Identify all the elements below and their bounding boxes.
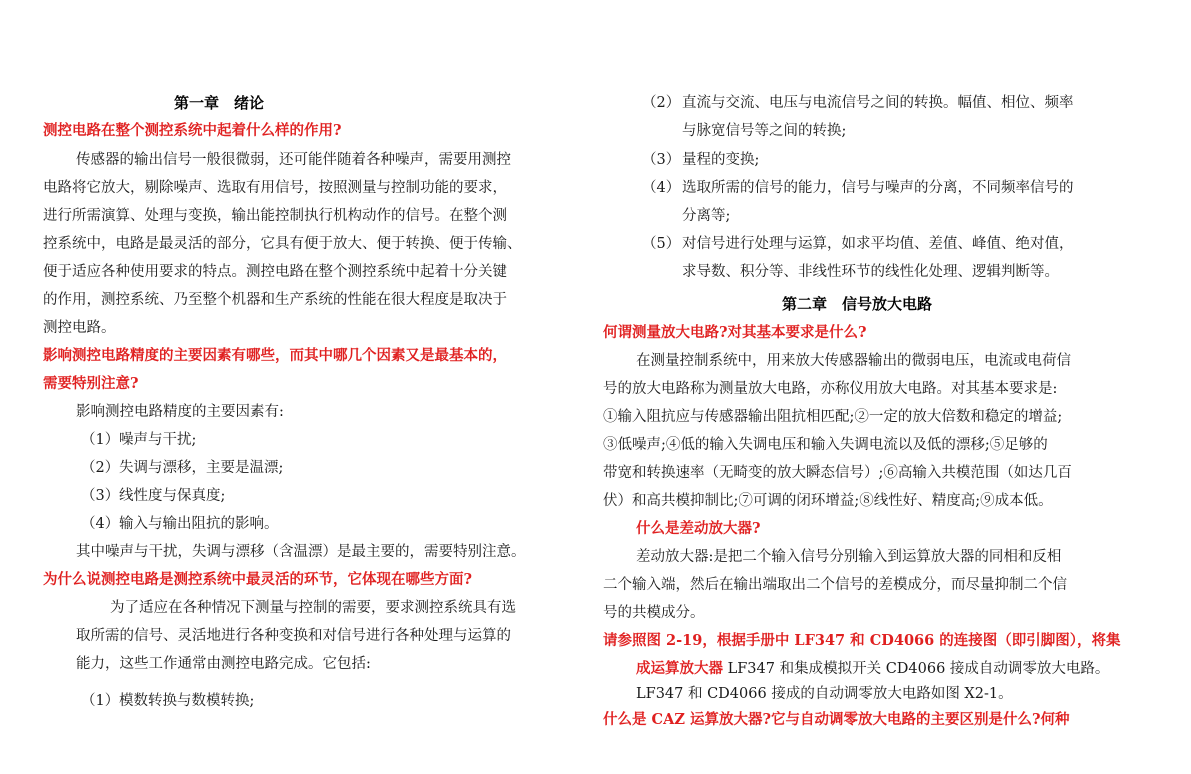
question-4: 何谓测量放大电路?对其基本要求是什么? [603, 324, 867, 341]
paragraph-4-line: 伏）和高共模抑制比;⑦可调的闭环增益;⑧线性好、精度高;⑨成本低。 [603, 493, 1053, 509]
paragraph-4-line: 带宽和转换速率（无畸变的放大瞬态信号）;⑥高输入共模范围（如达几百 [603, 465, 1072, 481]
paragraph-1-line: 电路将它放大，剔除噪声、选取有用信号，按照测量与控制功能的要求， [43, 180, 507, 196]
question-6-black-part: LF347 和集成模拟开关 CD4066 接成自动调零放大电路。 [723, 661, 1110, 677]
paragraph-1-line: 的作用，测控系统、乃至整个机器和生产系统的性能在很大程度是取决于 [43, 292, 507, 308]
list-item-number: （3） [81, 488, 120, 504]
list-item-text: 模数转换与数模转换; [119, 693, 255, 709]
paragraph-4-line: ①输入阻抗应与传感器输出阻抗相匹配;②一定的放大倍数和稳定的增益; [603, 409, 1063, 425]
paragraph-5-line: 差动放大器:是把二个输入信号分别输入到运算放大器的同相和反相 [636, 549, 1062, 565]
list-item [642, 178, 1074, 198]
paragraph-1-line: 进行所需演算、处理与变换，输出能控制执行机构动作的信号。在整个测 [43, 208, 507, 224]
list-item-number: （1） [81, 693, 120, 709]
paragraph-4-line: 号的放大电路称为测量放大电路，亦称仪用放大电路。对其基本要求是: [603, 381, 1058, 397]
paragraph-6: LF347 和 CD4066 接成的自动调零放大电路如图 X2-1。 [636, 686, 1013, 702]
paragraph-4-line: 在测量控制系统中，用来放大传感器输出的微弱电压，电流或电荷信 [636, 353, 1071, 369]
list-item-text: 失调与漂移，主要是温漂; [119, 460, 284, 476]
list-item-continuation: 分离等; [682, 208, 731, 224]
paragraph-3-line: 取所需的信号、灵活地进行各种变换和对信号进行各种处理与运算的 [76, 628, 511, 644]
list-item [81, 691, 254, 711]
question-1: 测控电路在整个测控系统中起着什么样的作用? [43, 122, 342, 139]
question-3: 为什么说测控电路是测控系统中最灵活的环节，它体现在哪些方面? [43, 571, 472, 588]
question-6-red-part: 成运算放大器 [636, 660, 723, 677]
list-item-continuation: 求导数、积分等、非线性环节的线性化处理、逻辑判断等。 [682, 264, 1059, 280]
list-item [81, 430, 196, 450]
list-item-number: （1） [81, 432, 120, 448]
list-item [81, 486, 225, 506]
paragraph-1-line: 测控电路。 [43, 320, 116, 336]
list-item-text: 输入与输出阻抗的影响。 [119, 516, 279, 532]
list-item-text: 直流与交流、电压与电流信号之间的转换。幅值、相位、频率 [682, 95, 1074, 111]
list-item-text: 噪声与干扰; [119, 432, 197, 448]
list-item-text: 线性度与保真度; [119, 488, 226, 504]
list-item-text: 对信号进行处理与运算，如求平均值、差值、峰值、绝对值， [682, 236, 1074, 252]
question-6-line: 请参照图 2-19，根据手册中 LF347 和 CD4066 的连接图（即引脚图），将集 [603, 632, 1121, 649]
list-item [81, 458, 283, 478]
question-2-line: 影响测控电路精度的主要因素有哪些，而其中哪几个因素又是最基本的， [43, 347, 507, 364]
paragraph-2-end: 其中噪声与干扰，失调与漂移（含温漂）是最主要的，需要特别注意。 [76, 544, 526, 560]
list-item [642, 234, 1074, 254]
paragraph-1-line: 便于适应各种使用要求的特点。测控电路在整个测控系统中起着十分关键 [43, 264, 507, 280]
chapter1-title: 第一章 绪论 [174, 94, 265, 112]
list-item-number: （2） [81, 460, 120, 476]
list-item-number: （5） [642, 236, 681, 252]
question-6-line-2 [636, 659, 1109, 679]
list-item [81, 514, 279, 534]
paragraph-1-line: 传感器的输出信号一般很微弱，还可能伴随着各种噪声，需要用测控 [76, 152, 511, 168]
list-item-number: （3） [642, 152, 681, 168]
list-item-text: 选取所需的信号的能力，信号与噪声的分离，不同频率信号的 [682, 180, 1074, 196]
paragraph-3-line: 为了适应在各种情况下测量与控制的需要，要求测控系统具有选 [110, 600, 516, 616]
paragraph-1-line: 控系统中，电路是最灵活的部分，它具有便于放大、便于转换、便于传输、 [43, 236, 522, 252]
list-item [642, 93, 1074, 113]
list-item-text: 量程的变换; [682, 152, 760, 168]
paragraph-5-line: 二个输入端，然后在输出端取出二个信号的差模成分，而尽量抑制二个信 [603, 577, 1067, 593]
question-5: 什么是差动放大器? [636, 520, 761, 537]
chapter2-title: 第二章 信号放大电路 [782, 295, 933, 313]
paragraph-2-intro: 影响测控电路精度的主要因素有: [76, 404, 284, 420]
list-item [642, 150, 759, 170]
paragraph-5-line: 号的共模成分。 [603, 605, 705, 621]
list-item-number: （2） [642, 95, 681, 111]
list-item-number: （4） [81, 516, 120, 532]
paragraph-4-line: ③低噪声;④低的输入失调电压和输入失调电流以及低的漂移;⑤足够的 [603, 437, 1048, 453]
list-item-continuation: 与脉宽信号等之间的转换; [682, 123, 847, 139]
question-7: 什么是 CAZ 运算放大器?它与自动调零放大电路的主要区别是什么?何种 [603, 711, 1070, 728]
paragraph-3-line: 能力，这些工作通常由测控电路完成。它包括: [76, 656, 371, 672]
question-2-line: 需要特别注意? [43, 375, 139, 392]
list-item-number: （4） [642, 180, 681, 196]
